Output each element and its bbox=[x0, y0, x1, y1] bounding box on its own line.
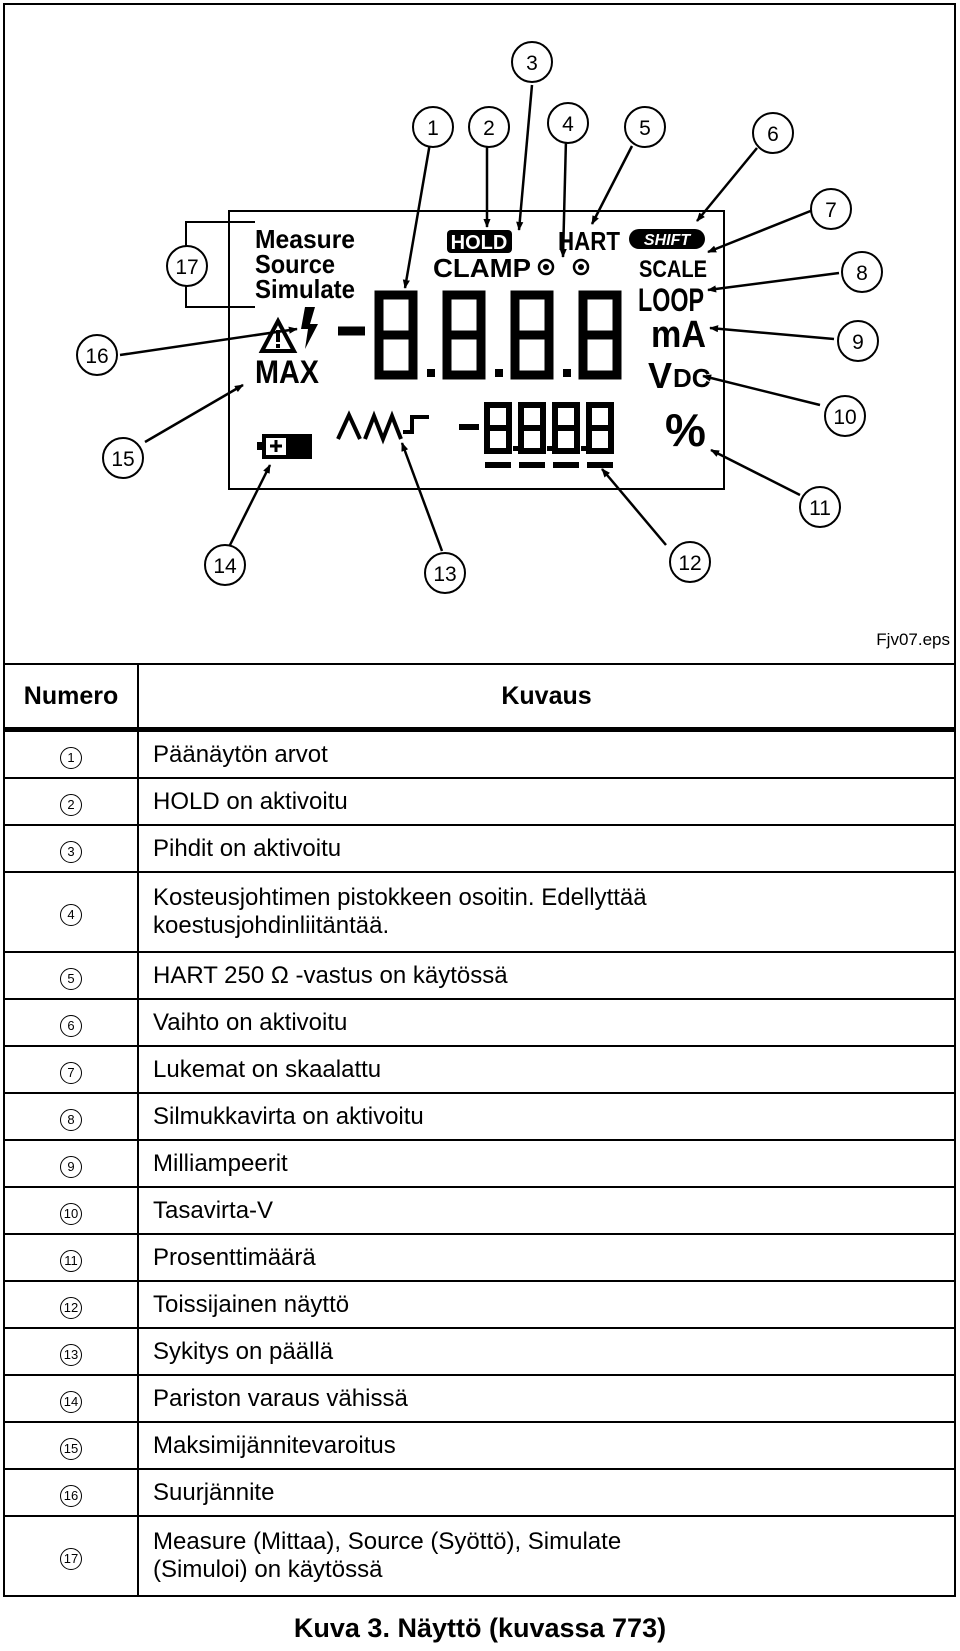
callout-14: 14 bbox=[213, 555, 237, 578]
lcd-diagram bbox=[5, 5, 958, 665]
row-number: 5 bbox=[60, 968, 82, 990]
row-number: 17 bbox=[60, 1548, 82, 1570]
row-number-cell bbox=[4, 1234, 138, 1281]
label-max: MAX bbox=[255, 354, 320, 390]
row-number-cell bbox=[4, 952, 138, 999]
callout-17: 17 bbox=[175, 256, 199, 279]
label-source: Source bbox=[255, 249, 335, 279]
label-percent: % bbox=[665, 404, 706, 456]
row-description: Pariston varaus vähissä bbox=[138, 1375, 955, 1422]
row-number-cell bbox=[4, 1422, 138, 1469]
row-number-cell bbox=[4, 1469, 138, 1516]
callout-7: 7 bbox=[825, 199, 837, 222]
primary-readout bbox=[338, 295, 617, 375]
table-row bbox=[4, 778, 955, 825]
row-description: Prosenttimäärä bbox=[138, 1234, 955, 1281]
row-description: Lukemat on skaalattu bbox=[138, 1046, 955, 1093]
row-number-cell bbox=[4, 778, 138, 825]
legend-body bbox=[4, 730, 955, 1597]
row-number: 7 bbox=[60, 1062, 82, 1084]
table-row bbox=[4, 825, 955, 872]
row-number: 2 bbox=[60, 794, 82, 816]
label-vdc-dc: DC bbox=[673, 363, 711, 393]
row-description: Tasavirta-V bbox=[138, 1187, 955, 1234]
row-number-cell bbox=[4, 1140, 138, 1187]
row-number: 10 bbox=[60, 1203, 82, 1225]
callout-16: 16 bbox=[85, 345, 109, 368]
row-number: 6 bbox=[60, 1015, 82, 1037]
row-description: Sykitys on päällä bbox=[138, 1328, 955, 1375]
label-vdc-v: V bbox=[648, 355, 673, 396]
row-description: HART 250 Ω -vastus on käytössä bbox=[138, 952, 955, 999]
display-figure bbox=[3, 3, 956, 663]
row-number: 15 bbox=[60, 1438, 82, 1460]
row-number-cell bbox=[4, 1093, 138, 1140]
label-clamp: CLAMP bbox=[433, 253, 531, 283]
row-number-cell bbox=[4, 730, 138, 779]
label-simulate: Simulate bbox=[255, 274, 355, 304]
legend-table bbox=[3, 663, 956, 1597]
row-number: 12 bbox=[60, 1297, 82, 1319]
callout-4: 4 bbox=[562, 113, 574, 136]
row-number: 13 bbox=[60, 1344, 82, 1366]
row-number: 8 bbox=[60, 1109, 82, 1131]
row-number: 4 bbox=[60, 904, 82, 926]
callout-11: 11 bbox=[809, 497, 831, 520]
callout-12: 12 bbox=[678, 552, 702, 575]
table-row bbox=[4, 1328, 955, 1375]
row-number-cell bbox=[4, 1046, 138, 1093]
row-description: Pihdit on aktivoitu bbox=[138, 825, 955, 872]
callout-3: 3 bbox=[526, 52, 538, 75]
row-number: 14 bbox=[60, 1391, 82, 1413]
label-scale: SCALE bbox=[639, 256, 707, 283]
row-number: 9 bbox=[60, 1156, 82, 1178]
row-description: HOLD on aktivoitu bbox=[138, 778, 955, 825]
label-shift: SHIFT bbox=[643, 232, 691, 249]
low-battery-icon bbox=[257, 436, 310, 457]
row-number-cell bbox=[4, 872, 138, 952]
label-measure: Measure bbox=[255, 224, 355, 254]
callout-5: 5 bbox=[639, 117, 651, 140]
secondary-readout-text: -8.8.8.8 bbox=[545, 455, 549, 456]
table-row bbox=[4, 1281, 955, 1328]
row-number-cell bbox=[4, 999, 138, 1046]
table-row bbox=[4, 1187, 955, 1234]
table-header-row bbox=[4, 664, 955, 730]
row-description: Kosteusjohtimen pistokkeen osoitin. Edellyttää koestusjohdinliitäntää. bbox=[138, 872, 955, 952]
label-hold: HOLD bbox=[450, 232, 508, 254]
figure-caption: Kuva 3. Näyttö (kuvassa 773) bbox=[293, 1613, 667, 1643]
table-row bbox=[4, 730, 955, 779]
table-row bbox=[4, 999, 955, 1046]
row-number: 3 bbox=[60, 841, 82, 863]
row-number-cell bbox=[4, 1375, 138, 1422]
table-row bbox=[4, 1140, 955, 1187]
callout-13: 13 bbox=[433, 563, 457, 586]
row-description: Measure (Mittaa), Source (Syöttö), Simulate (Simuloi) on käytössä bbox=[138, 1516, 955, 1596]
row-number: 1 bbox=[60, 747, 82, 769]
table-row bbox=[4, 1046, 955, 1093]
row-description: Toissijainen näyttö bbox=[138, 1281, 955, 1328]
row-number: 11 bbox=[60, 1250, 82, 1272]
callout-2: 2 bbox=[483, 117, 495, 140]
table-row bbox=[4, 1516, 955, 1596]
label-ma: mA bbox=[651, 314, 706, 356]
table-row bbox=[4, 1422, 955, 1469]
row-number: 16 bbox=[60, 1485, 82, 1507]
label-loop: LOOP bbox=[638, 282, 704, 318]
callout-1: 1 bbox=[427, 117, 439, 140]
table-row bbox=[4, 952, 955, 999]
row-number-cell bbox=[4, 1516, 138, 1596]
row-number-cell bbox=[4, 1281, 138, 1328]
ramp-icons bbox=[338, 415, 429, 439]
row-number-cell bbox=[4, 825, 138, 872]
primary-readout-text: -8.8.8.8 bbox=[485, 383, 489, 384]
header-number: Numero bbox=[4, 664, 138, 730]
row-number-cell bbox=[4, 1187, 138, 1234]
table-row bbox=[4, 1375, 955, 1422]
row-description: Milliampeerit bbox=[138, 1140, 955, 1187]
header-description: Kuvaus bbox=[138, 664, 955, 730]
row-description: Silmukkavirta on aktivoitu bbox=[138, 1093, 955, 1140]
table-row bbox=[4, 1093, 955, 1140]
row-number-cell bbox=[4, 1328, 138, 1375]
secondary-readout bbox=[459, 405, 613, 465]
label-hart: HART bbox=[558, 226, 621, 256]
row-description: Suurjännite bbox=[138, 1469, 955, 1516]
callout-8: 8 bbox=[856, 262, 868, 285]
callout-6: 6 bbox=[767, 123, 779, 146]
row-description: Päänäytön arvot bbox=[138, 730, 955, 779]
callout-15: 15 bbox=[111, 448, 135, 471]
row-description: Vaihto on aktivoitu bbox=[138, 999, 955, 1046]
row-description: Maksimijännitevaroitus bbox=[138, 1422, 955, 1469]
callout-10: 10 bbox=[833, 406, 857, 429]
callout-9: 9 bbox=[852, 331, 864, 354]
table-row bbox=[4, 1234, 955, 1281]
file-label: Fjv07.eps bbox=[876, 630, 950, 649]
table-row bbox=[4, 872, 955, 952]
table-row bbox=[4, 1469, 955, 1516]
